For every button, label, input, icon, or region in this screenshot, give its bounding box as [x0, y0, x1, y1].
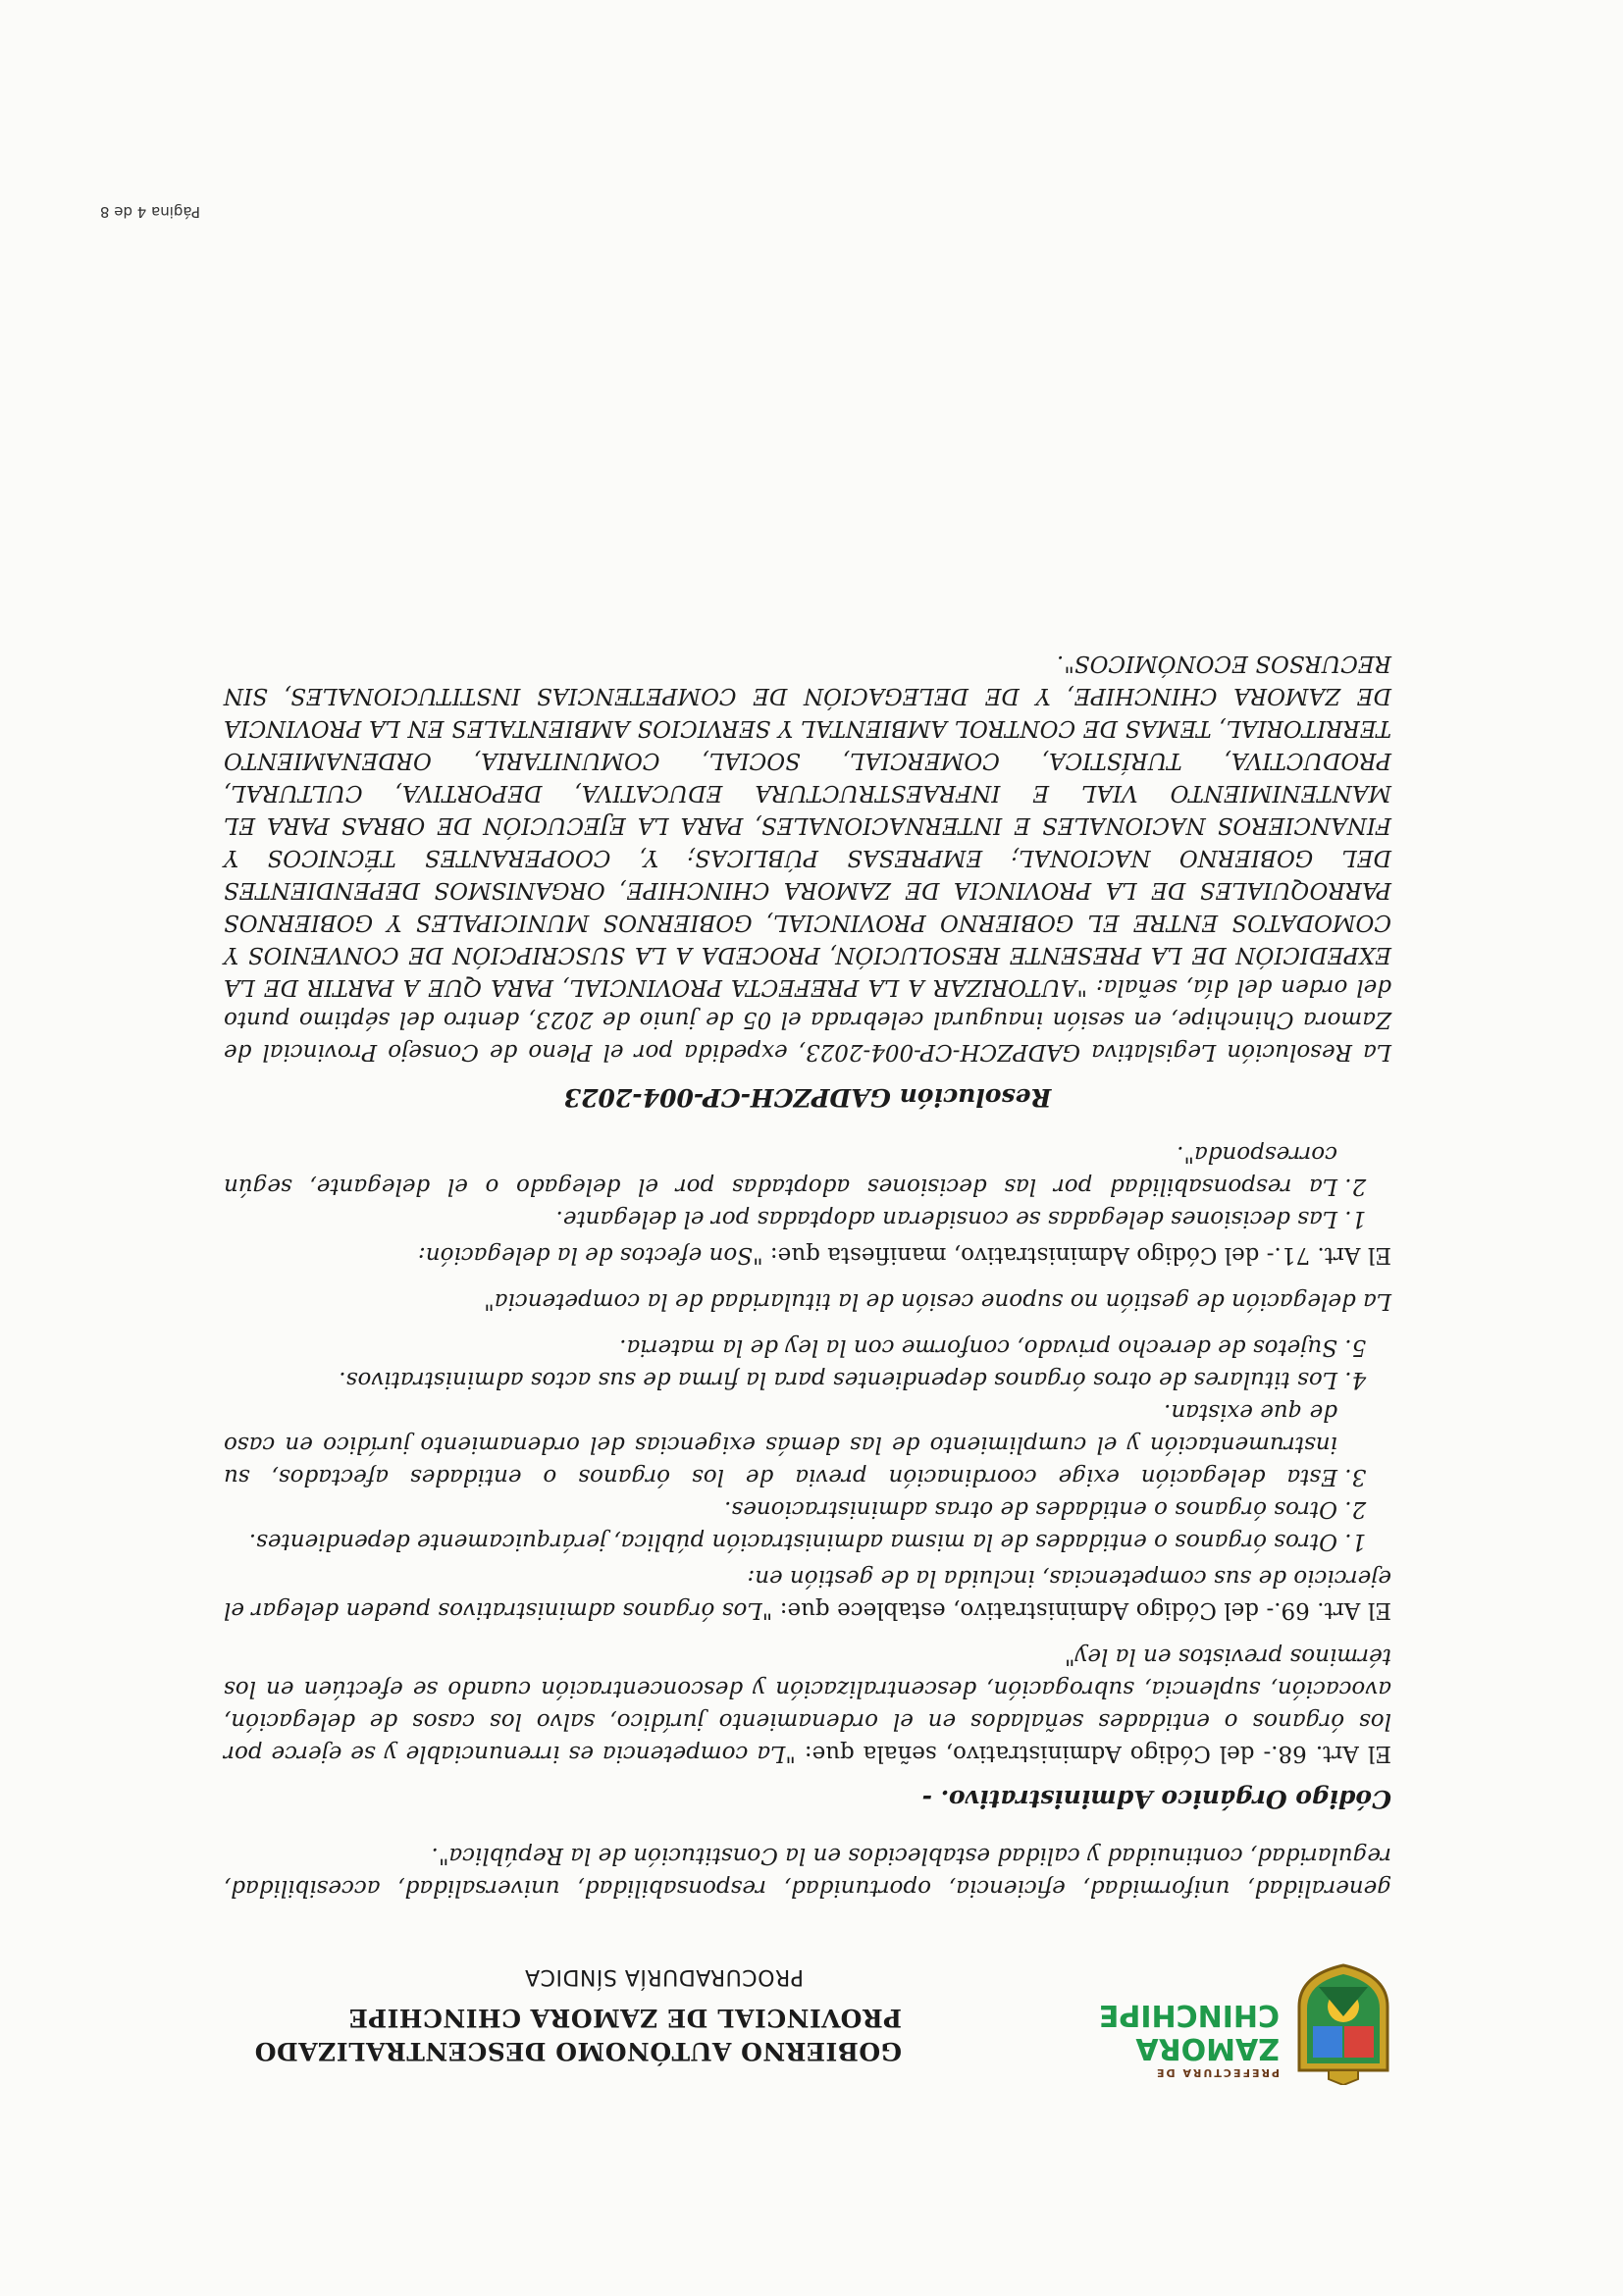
institution-title-line2: PROVINCIAL DE ZAMORA CHINCHIPE: [348, 2004, 902, 2032]
art71-list: [224, 1137, 1391, 1234]
art71-paragraph: [224, 1238, 1391, 1271]
page-number: Página 4 de 8: [99, 203, 200, 221]
institution-title-line1: GOBIERNO AUTÓNOMO DESCENTRALIZADO: [254, 2037, 902, 2065]
list-item: 1. Otros órganos o entidades de la misma administración pública, jerárquicamente dependientes.: [224, 1525, 1337, 1557]
document-body: [224, 633, 1391, 1904]
resolution-quote: "AUTORIZAR A LA PREFECTA PROVINCIAL, PARA QUE A PARTIR DE LA EXPEDICIÓN DE LA PRESENTE RESOLUCIÓN, PROCEDA A LA SUSCRIPCIÓN DE CONVENIOS Y COMODATOS ENTRE EL GOBIERNO PROVINCIAL, GOBIERNOS MUNICIPALES Y GOBIERNOS PARROQUIALES DE LA PROVINCIA DE ZAMORA CHINCHIPE, ORGANISMOS DEPENDIENTES DEL GOBIERNO NACIONAL; EMPRESAS PÚBLICAS; Y, COOPERANTES TÉCNICOS Y FINANCIEROS NACIONALES E INTERNACIONALES, PARA LA EJECUCIÓN DE OBRAS PARA EL MANTENIMIENTO VIAL E INFRAESTRUCTURA EDUCATIVA, DEPORTIVA, CULTURAL, PRODUCTIVA, TURÍSTICA, COMERCIAL, SOCIAL, COMUNITARIA, ORDENAMIENTO TERRITORIAL, TEMAS DE CONTROL AMBIENTAL Y SERVICIOS AMBIENTALES EN LA PROVINCIA DE ZAMORA CHINCHIPE, Y DE DELEGACIÓN DE COMPETENCIAS INSTITUCIONALES, SIN RECURSOS ECONÓMICOS".: [223, 651, 1391, 1000]
art69-closing: La delegación de gestión no supone cesión de la titularidad de la competencia": [484, 1288, 1391, 1314]
list-item: 2. La responsabilidad por las decisiones adoptadas por el delegado o el delegante, según corresponda".: [224, 1137, 1337, 1202]
art71-quote: "Son efectos de la delegación:: [418, 1242, 763, 1268]
art69-list: [224, 1331, 1391, 1557]
brand-prefix: PREFECTURA DE: [1154, 2066, 1280, 2079]
department-title: PROCURADURÍA SÍNDICA: [524, 1964, 804, 1989]
section-title-codigo: Código Orgánico Administrativo. -: [921, 1785, 1391, 1813]
art68-paragraph: [224, 1640, 1391, 1769]
provincial-logo: [1289, 1962, 1397, 2085]
art69-paragraph: [224, 1561, 1391, 1626]
art68-lead: El Art. 68.- del Código Administrativo, señala que:: [804, 1741, 1391, 1766]
art69-quote: "Los órganos administrativos pueden delegar el ejercicio de sus competencias, incluida la de gestión en:: [224, 1565, 1391, 1623]
list-item: 1. Las decisiones delegadas se consideran adoptadas por el delegante.: [224, 1202, 1337, 1234]
art69-lead: El Art. 69.- del Código Administrativo, establece que:: [779, 1597, 1391, 1623]
art71-lead: El Art. 71.- del Código Administrativo, manifiesta que:: [769, 1242, 1391, 1268]
brand-name-line2: CHINCHIPE: [1098, 1998, 1280, 2032]
list-item: 4. Los titulares de otros órganos dependientes para la firma de sus actos administrativos.: [224, 1363, 1337, 1395]
list-item: 5. Sujetos de derecho privado, conforme con la ley de la materia.: [224, 1331, 1337, 1363]
list-item: 2. Otros órganos o entidades de otras administraciones.: [224, 1492, 1337, 1525]
brand-name-line1: ZAMORA: [1135, 2031, 1280, 2065]
list-item: 3. Esta delegación exige coordinación previa de los órganos o entidades afectados, su instrumentación y el cumplimiento de las demás exigencias del ordenamiento jurídico en caso de que existan.: [224, 1395, 1337, 1492]
section-title-resolucion: Resolución GADPZCH-CP-004-2023: [563, 1083, 1052, 1112]
intro-paragraph: generalidad, uniformidad, eficiencia, oportunidad, responsabilidad, universalidad, accesibilidad, regularidad, continuidad y calidad establecidos en la Constitución de la República".: [224, 1843, 1391, 1901]
art68-quote: "La competencia es irrenunciable y se ejerce por los órganos o entidades señalados en el ordenamiento jurídico, salvo los casos de delegación, avocación, suplencia, subrogación, descentralización y desconcentración cuando se efectúen en los términos previstos en la ley": [223, 1644, 1391, 1766]
resolution-lead: La Resolución Legislativa GADPZCH-CP-004-2023, expedida por el Pleno de Consejo Provincial de Zamora Chinchipe, en sesión inaugural celebrada el 05 de junio de 2023, dentro del séptimo punto del orden del día, señala:: [224, 974, 1391, 1065]
letterhead: [141, 1957, 1397, 2085]
resolution-paragraph: [224, 647, 1391, 1068]
